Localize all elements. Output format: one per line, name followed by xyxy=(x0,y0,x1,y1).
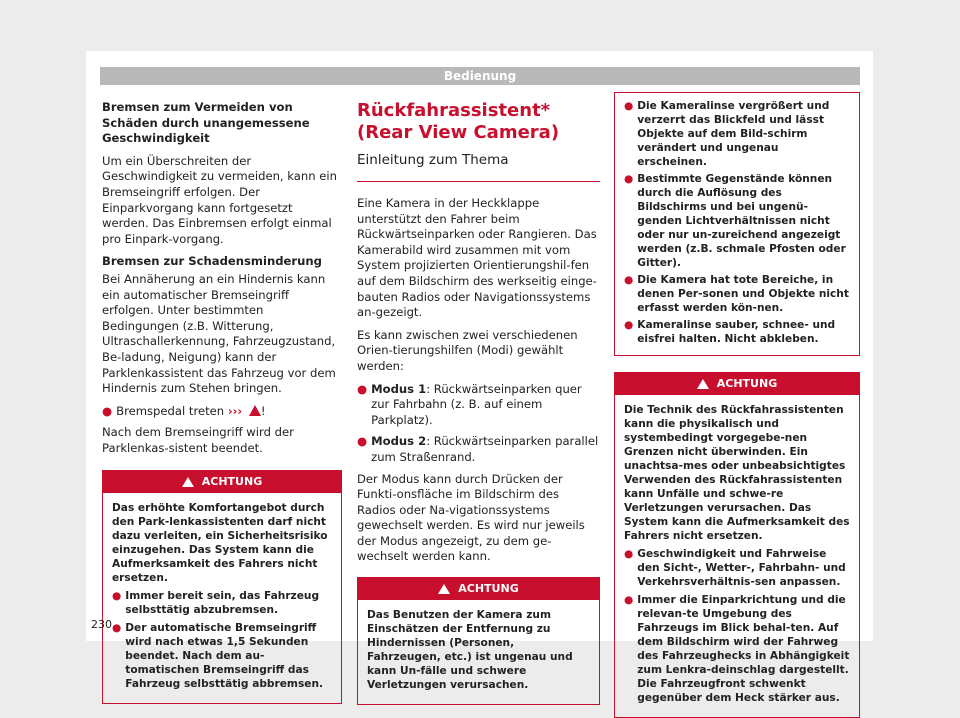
warning-header xyxy=(103,471,341,493)
warning-box-right xyxy=(614,372,860,718)
page-header: Bedienung xyxy=(100,67,860,85)
text-after-brake: Nach dem Bremseingriff wird der Parklenkas-sistent beendet. xyxy=(102,425,294,455)
warning-triangle-icon xyxy=(438,584,450,594)
warning-body xyxy=(103,493,341,703)
exclamation-text: ! xyxy=(260,403,266,418)
warning-bullet-text: Immer die Einparkrichtung und die relevan-te Umgebung des Fahrzeugs im Blick behal-ten. Auf dem Bildschirm wird der Fahrweg des Fahrzeughecks in Abhängigkeit zum Lenkra-deinschlag dargestellt. Die Fahrzeugfront schwenkt gegenüber dem Heck stärker aus. xyxy=(637,594,850,704)
arrows-link[interactable]: ››› xyxy=(227,403,243,418)
bullet-icon: ● xyxy=(624,319,634,331)
warning-box-left xyxy=(102,470,342,704)
list-item xyxy=(624,547,850,589)
warning-triangle-icon xyxy=(182,477,194,487)
warning-bullet-text: Geschwindigkeit und Fahrweise den Sicht-, Wetter-, Fahrbahn- und Verkehrsverhältnis-sen anpassen. xyxy=(637,548,846,588)
warning-body xyxy=(358,600,599,704)
mode-text: : Rückwärtseinparken quer zur Fahrbahn (z. B. auf einem Parkplatz). xyxy=(371,381,582,427)
bullet-icon: ● xyxy=(112,622,122,635)
mode-label: Modus 2 xyxy=(371,434,427,449)
list-item xyxy=(624,593,850,705)
bullet-text: Die Kameralinse vergrößert und verzerrt das Blickfeld und lässt Objekte auf dem Bild-schirm verändert und ungenau erscheinen. xyxy=(637,100,830,168)
mode-label: Modus 1 xyxy=(371,381,427,396)
warning-triangle-icon xyxy=(697,379,709,389)
bullet-icon: ● xyxy=(112,590,122,603)
warning-header xyxy=(358,578,599,600)
text-intro: Eine Kamera in der Heckklappe unterstützt den Fahrer beim Rückwärtseinparken oder Rangieren. Das Kamerabild wird zusammen mit vom System projizierten Orientierungshil-fen auf dem Bildschirm des werkseitig einge-bauten Radios oder Navigationssystems an-gezeigt. xyxy=(357,196,597,320)
bullet-icon: ● xyxy=(624,594,634,606)
text-modes: Es kann zwischen zwei verschiedenen Orien-tierungshilfen (Modi) gewählt werden: xyxy=(357,327,578,373)
bullet-icon: ● xyxy=(624,100,634,112)
column-right xyxy=(614,92,860,718)
warning-title: ACHTUNG xyxy=(716,377,778,390)
bullet-text: Bestimmte Gegenstände können durch die Auflösung des Bildschirms und bei ungenü-genden Lichtverhältnissen nicht oder nur un-zureichend angezeigt werden (z.B. schmale Pfosten oder Gitter). xyxy=(637,173,846,269)
warning-bullet-text: Immer bereit sein, das Fahrzeug selbsttätig abzubremsen. xyxy=(125,590,320,617)
bullet-text: Die Kamera hat tote Bereiche, in denen Per-sonen und Objekte nicht erfasst werden kön-nen. xyxy=(637,274,849,314)
list-item xyxy=(624,172,850,270)
bullet-icon: ● xyxy=(624,274,634,286)
list-item xyxy=(624,273,850,315)
warning-box-middle xyxy=(357,577,600,705)
list-item-mode-1 xyxy=(357,382,600,429)
column-left xyxy=(102,100,342,704)
warning-intro: Die Technik des Rückfahrassistenten kann die physikalisch und systembedingt vorgegebe-nen Grenzen nicht überwinden. Ein unachtsa-mes oder unbeabsichtigtes Verwenden des Rückfahrassistenten kann Unfälle und schwe-re Verletzungen verursachen. Das System kann die Aufmerksamkeit des Fahrers nicht ersetzen. xyxy=(624,404,850,542)
text-damage: Bei Annäherung an ein Hindernis kann ein automatischer Bremseingriff erfolgen. Unter bestimmten Bedingungen (z.B. Witterung, Ultraschallerkennung, Fahrzeugzustand, Be-ladung, Neigung) kann der Parklenkassistent das Fahrzeug vor dem Hindernis zum Stehen bringen. xyxy=(102,271,336,396)
warning-title: ACHTUNG xyxy=(458,582,519,596)
column-middle xyxy=(357,100,600,705)
warning-header xyxy=(615,373,859,395)
bullet-icon: ● xyxy=(357,381,368,396)
warning-triangle-icon[interactable] xyxy=(249,405,261,416)
text-mode-switch: Der Modus kann durch Drücken der Funkti-onsfläche im Bildschirm des Radios oder Na-vigationssystems gewechselt werden. Es wird nur jeweils der Modus angezeigt, zu dem ge-wechselt werden kann. xyxy=(357,471,585,564)
bullet-icon: ● xyxy=(357,434,368,449)
warning-title: ACHTUNG xyxy=(201,475,263,489)
list-item xyxy=(624,318,850,346)
warning-bullet-text: Der automatische Bremseingriff wird nach etwas 1,5 Sekunden beendet. Nach dem au-tomatischen Bremseingriff das Fahrzeug selbsttätig abbremsen. xyxy=(125,622,324,691)
text-brake-speed: Um ein Überschreiten der Geschwindigkeit zu vermeiden, kann ein Bremseingriff erfolgen. Der Einparkvorgang kann fortgesetzt werden. Das Einbremsen erfolgt einmal pro Einpark-vorgang. xyxy=(102,153,337,246)
section-subtitle: Einleitung zum Thema xyxy=(357,152,509,168)
bullet-icon: ● xyxy=(624,173,634,185)
brake-pedal-text: Bremspedal treten xyxy=(116,403,225,418)
warning-intro: Das erhöhte Komfortangebot durch den Park-lenkassistenten darf nicht dazu verleiten, ein Sicherheitsrisiko einzugehen. Das System kann die Aufmerksamkeit des Fahrers nicht ersetzen. xyxy=(112,502,328,585)
heading-damage: Bremsen zur Schadensminderung xyxy=(102,254,322,269)
section-title: Rückfahrassistent* (Rear View Camera) xyxy=(357,100,560,143)
bullet-icon: ● xyxy=(624,548,634,560)
list-item xyxy=(112,589,332,617)
heading-brake-speed: Bremsen zum Vermeiden von Schäden durch unangemessene Geschwindigkeit xyxy=(102,100,310,146)
bullet-icon: ● xyxy=(102,403,113,418)
warning-continuation-box xyxy=(614,92,860,356)
list-item-mode-2 xyxy=(357,434,600,465)
page-number: 230 xyxy=(91,618,112,631)
list-item xyxy=(112,621,332,691)
warning-body xyxy=(615,395,859,717)
bullet-text: Kameralinse sauber, schnee- und eisfrei halten. Nicht abkleben. xyxy=(637,319,836,345)
warning-text: Das Benutzen der Kamera zum Einschätzen der Entfernung zu Hindernissen (Personen, Fahrzeugen, etc.) ist ungenau und kann Un-fälle und schwere Verletzungen verursachen. xyxy=(367,609,573,692)
divider xyxy=(357,181,600,182)
mode-text: : Rückwärtseinparken parallel zum Straßenrand. xyxy=(371,434,599,464)
list-item xyxy=(624,99,850,169)
list-item-brake-pedal xyxy=(102,404,342,420)
